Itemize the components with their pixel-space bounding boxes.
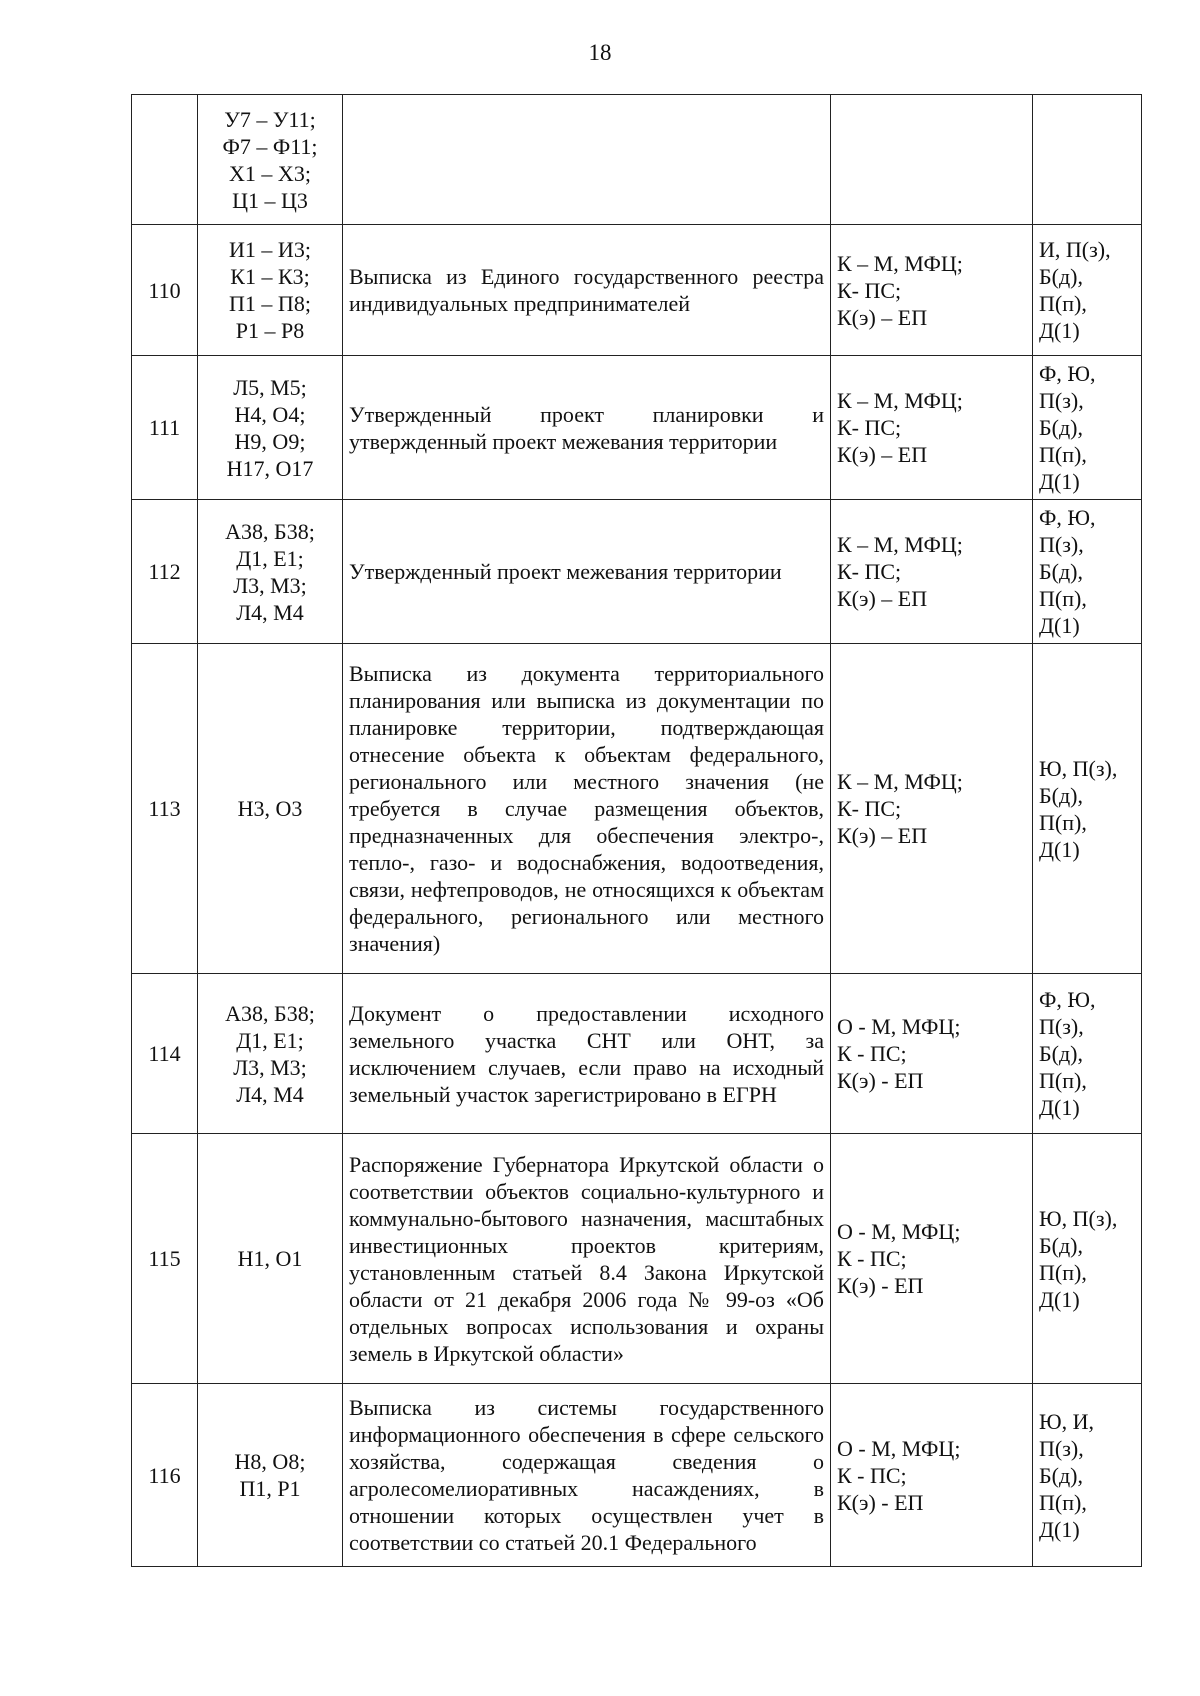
row-number: 115 <box>132 1134 198 1384</box>
delivery-method-cell <box>831 356 1033 500</box>
applicant-category: Б(д), П(п), <box>1039 1232 1087 1285</box>
delivery-method-cell <box>831 1384 1033 1567</box>
table-row <box>132 356 1142 500</box>
delivery-method: К(э) - ЕП <box>837 1273 924 1298</box>
applicant-code: Н17, О17 <box>226 455 314 481</box>
delivery-method: К(э) – ЕП <box>837 586 928 611</box>
applicant-category: Б(д), П(п), <box>1039 782 1087 835</box>
document-name: Утвержденный проект межевания территории <box>343 500 831 644</box>
document-name: Распоряжение Губернатора Иркутской области о соответствии объектов социально-культурного и коммунально-бытового назначения, масштабных инвестиционных проектов критериям, установленным статьей 8.4 Закона Иркутской области от 21 декабря 2006 года № 99-оз «Об отдельных вопросах использования и охраны земель в Иркутской области» <box>343 1134 831 1384</box>
delivery-method: К – М, МФЦ; <box>837 388 963 413</box>
row-number <box>132 95 198 225</box>
table-row <box>132 500 1142 644</box>
row-number: 113 <box>132 644 198 974</box>
delivery-method-cell <box>831 500 1033 644</box>
documents-table <box>131 94 1142 1567</box>
applicant-categories-cell <box>1033 974 1142 1134</box>
applicant-code: У7 – У11; <box>224 106 316 132</box>
applicant-category: Б(д), П(п), <box>1039 1041 1087 1093</box>
applicant-codes-cell <box>198 95 343 225</box>
delivery-method: О - М, МФЦ; <box>837 1435 961 1461</box>
delivery-method-cell <box>831 974 1033 1134</box>
table-row <box>132 1384 1142 1567</box>
applicant-categories-cell <box>1033 225 1142 356</box>
applicant-code: Р1 – Р8 <box>235 318 305 343</box>
delivery-method-cell <box>831 1134 1033 1384</box>
table-row <box>132 974 1142 1134</box>
delivery-method: К(э) - ЕП <box>837 1068 924 1093</box>
applicant-code: И1 – И3; <box>229 237 311 262</box>
applicant-category: Д(1) <box>1039 1516 1080 1542</box>
applicant-categories-cell <box>1033 356 1142 500</box>
applicant-category: Д(1) <box>1039 613 1080 638</box>
applicant-category: Б(д), П(п), <box>1039 1462 1087 1515</box>
applicant-category: Ф, Ю, П(з), <box>1039 505 1096 557</box>
applicant-category: Ф, Ю, П(з), <box>1039 987 1096 1039</box>
row-number: 111 <box>132 356 198 500</box>
delivery-method: К(э) - ЕП <box>837 1489 924 1515</box>
applicant-code: Л5, М5; <box>233 374 307 400</box>
delivery-method: К(э) – ЕП <box>837 304 928 330</box>
applicant-category: Д(1) <box>1039 1095 1080 1120</box>
applicant-category: И, П(з), <box>1039 237 1111 262</box>
delivery-method-cell <box>831 644 1033 974</box>
applicant-code: К1 – К3; <box>230 264 310 289</box>
delivery-method: О - М, МФЦ; <box>837 1219 961 1244</box>
applicant-code: Н9, О9; <box>234 428 306 454</box>
delivery-method: К – М, МФЦ; <box>837 250 963 276</box>
applicant-code: П1 – П8; <box>229 291 311 316</box>
applicant-categories-cell <box>1033 644 1142 974</box>
applicant-category: Ф, Ю, П(з), <box>1039 361 1096 413</box>
document-name <box>343 95 831 225</box>
applicant-category: Ю, П(з), <box>1039 1205 1118 1231</box>
applicant-codes-cell <box>198 356 343 500</box>
applicant-codes-cell <box>198 1134 343 1384</box>
applicant-code: А38, Б38; <box>225 518 315 544</box>
applicant-category: Б(д), П(п), <box>1039 415 1087 467</box>
delivery-method-cell <box>831 95 1033 225</box>
row-number: 110 <box>132 225 198 356</box>
delivery-method: К - ПС; <box>837 1462 907 1488</box>
applicant-category: Д(1) <box>1039 318 1080 343</box>
applicant-category: Ю, И, П(з), <box>1039 1408 1094 1461</box>
applicant-category: Д(1) <box>1039 836 1080 862</box>
applicant-category: Ю, П(з), <box>1039 755 1118 781</box>
delivery-method: К - ПС; <box>837 1041 907 1066</box>
applicant-codes-cell <box>198 500 343 644</box>
applicant-code: Л3, М3; <box>233 572 307 598</box>
applicant-code: Х1 – Х3; <box>229 160 311 186</box>
applicant-categories-cell <box>1033 500 1142 644</box>
delivery-method: К- ПС; <box>837 796 902 821</box>
applicant-codes-cell <box>198 1384 343 1567</box>
document-name: Выписка из Единого государственного реестра индивидуальных предпринимателей <box>343 225 831 356</box>
delivery-method: К- ПС; <box>837 277 902 303</box>
delivery-method: К(э) – ЕП <box>837 442 928 467</box>
table-row <box>132 225 1142 356</box>
applicant-category: Б(д), П(п), <box>1039 559 1087 611</box>
table-row <box>132 1134 1142 1384</box>
applicant-category: Б(д), П(п), <box>1039 264 1087 316</box>
applicant-code: Л4, М4 <box>236 599 304 625</box>
applicant-code: Л3, М3; <box>233 1054 307 1080</box>
applicant-code: Н8, О8; <box>234 1449 306 1474</box>
applicant-codes-cell <box>198 225 343 356</box>
row-number: 114 <box>132 974 198 1134</box>
applicant-categories-cell <box>1033 95 1142 225</box>
delivery-method: К – М, МФЦ; <box>837 769 963 794</box>
applicant-category: Д(1) <box>1039 1286 1080 1312</box>
applicant-codes-cell <box>198 974 343 1134</box>
row-number: 116 <box>132 1384 198 1567</box>
applicant-code: Ц1 – Ц3 <box>232 187 308 213</box>
document-name: Выписка из документа территориального планирования или выписка из документации по планировке территории, подтверждающая отнесение объекта к объектам федерального, регионального или местного значения (не требуется в случае размещения объектов, предназначенных для обеспечения электро-, тепло-, газо- и водоснабжения, водоотведения, связи, нефтепроводов, не относящихся к объектам федерального, регионального или местного значения) <box>343 644 831 974</box>
applicant-code: Д1, Е1; <box>236 545 304 571</box>
table-row <box>132 95 1142 225</box>
delivery-method-cell <box>831 225 1033 356</box>
applicant-code: Ф7 – Ф11; <box>222 133 318 159</box>
applicant-code: П1, Р1 <box>239 1476 301 1501</box>
delivery-method: К- ПС; <box>837 559 902 584</box>
applicant-code: Д1, Е1; <box>236 1027 304 1053</box>
delivery-method: К(э) – ЕП <box>837 823 928 848</box>
applicant-categories-cell <box>1033 1384 1142 1567</box>
delivery-method: К – М, МФЦ; <box>837 532 963 557</box>
delivery-method: О - М, МФЦ; <box>837 1014 961 1039</box>
table-row <box>132 644 1142 974</box>
document-name: Документ о предоставлении исходного земельного участка СНТ или ОНТ, за исключением случаев, если право на исходный земельный участок зарегистрировано в ЕГРН <box>343 974 831 1134</box>
applicant-code: Н1, О1 <box>237 1246 303 1271</box>
delivery-method: К- ПС; <box>837 415 902 440</box>
delivery-method: К - ПС; <box>837 1246 907 1271</box>
page-number: 18 <box>588 40 612 65</box>
applicant-code: Н4, О4; <box>234 401 306 427</box>
applicant-code: Л4, М4 <box>236 1081 304 1107</box>
applicant-categories-cell <box>1033 1134 1142 1384</box>
document-name: Утвержденный проект планировки и утвержденный проект межевания территории <box>343 356 831 500</box>
applicant-code: Н3, О3 <box>237 796 303 821</box>
row-number: 112 <box>132 500 198 644</box>
applicant-code: А38, Б38; <box>225 1000 315 1026</box>
applicant-category: Д(1) <box>1039 469 1080 494</box>
applicant-codes-cell <box>198 644 343 974</box>
document-name: Выписка из системы государственного информационного обеспечения в сфере сельского хозяйства, содержащая сведения о агролесомелиоративных насаждениях, в отношении которых осуществлен учет в соответствии со статьей 20.1 Федерального <box>343 1384 831 1567</box>
